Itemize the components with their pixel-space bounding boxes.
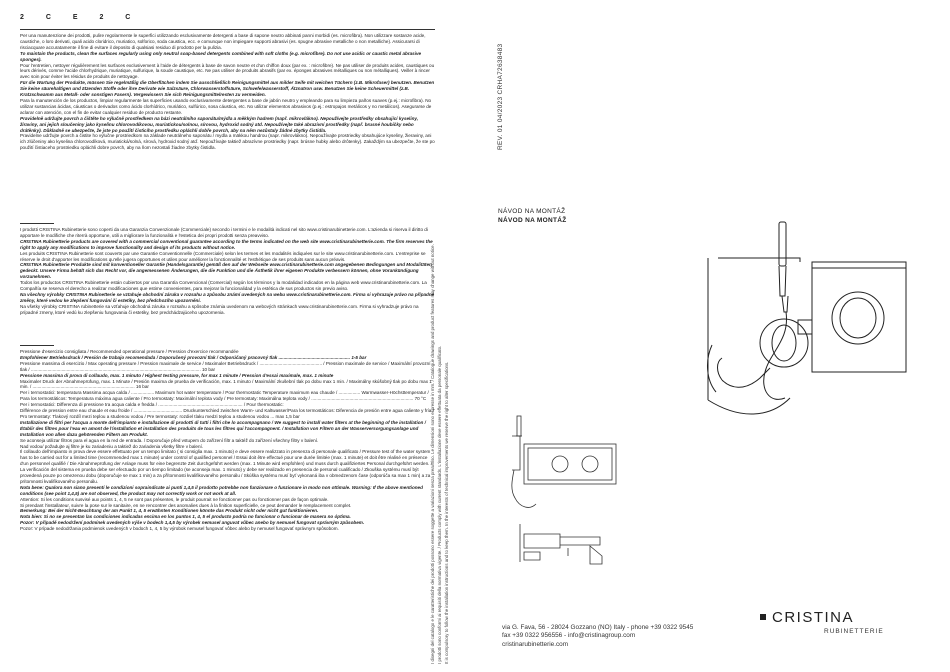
tech-line: Bemerkung: Bei der Nicht-Beachtung der am Punkt 1, 4, 5 erwähnten Konditionen könnte das Produkt nicht oder nicht gut funktionieren. — [20, 508, 319, 514]
vertical-line: It is compulsory to follow the installation instructions and to keep them. In the interests of technical improvements we reserve the right to alter specifications. — [444, 361, 449, 664]
tech-line: Nota bene: Qualora non siano presenti le condizioni sopraindicate ai punti 1,4,5 il prodotto potrebbe non funzionare o funzionare in modo non ottimale. Warning: If the above mentioned conditions (see point 1,4,5) are not observed, the product may not correctly work or not work at all. — [20, 484, 423, 496]
technical-section — [20, 349, 435, 532]
section-divider — [20, 223, 54, 224]
section-divider — [20, 345, 54, 346]
address-line-2: fax +39 0322 956556 - info@cristinagroup.com — [502, 632, 636, 640]
maintenance-es: Para la manutención de los productos, limpiar regularmente las superficies usando exclusivamente detergentes a base de jabón neutro y empleando para su limpieza paños suaves (p.ej.: microfibra). No utilizar sustancias ácidas, cáusticas o derivados como ácido clorhídrico, muriático, sulfúrico, sosa cáustica, etc. No utilizar elementos abrasivos (p.ej.: estropajos metálicos y no metálicos). Asegurarse de aclarar con atención, con el fin de evitar cualquier residuo de producto restante. — [20, 97, 432, 115]
warranty-section — [20, 227, 435, 316]
maintenance-it: Per una manutenzione dei prodotti, pulire regolarmente le superfici utilizzando esclusivamente detergenti a base di sapone neutro abbinati panni morbidi (es. microfibra). Non utilizzare sostanze acide, caustiche, o loro derivati, quali acido cloridrico, muriatico, solforico, soda caustica, ecc. e comunque non impiegare supporti abrasivi (es. spugne abrasive metalliche o non metalliche). Assicurarsi di risciacquare accuratamente il fine di evitare il deposito di qualsiasi residuo di prodotto per la pulizia. — [20, 33, 426, 50]
tech-line: Per i termostatici: temperatura Massima acqua calda / .................. Maximum hot water temperature / Pour thermostatic Temperature maximum eau chaude / ................. Warmwasser-Höchsttemperatur / Para los termostáticos: Temperatura máxima agua caliente / Pro termostaty: Maximální teplota vody / Pre termostaty: Maximálna teplota vody / ................................................................................ 70 °C — [20, 390, 429, 402]
logo-subtitle: RUBINETTERIE — [824, 628, 884, 635]
warranty-sk: Na všetky výrobky CRISTINA rubinetterie sa vzťahuje obchodná záruka v rozsahu a spôsobe známia uvedenom na webových stránkach www.cristinarubinetterie.com. Firma si vyhradzuje právo na prípadné zmeny, ktoré vedú ku zlepšeniu fungovania či estetiky, bez predchádzajúceho upozornenia. — [20, 303, 419, 315]
address-line-3: cristinarubinetterie.com — [502, 640, 569, 648]
warranty-es: Todos los productos CRISTINA Rubinetterie están cubiertos por una Garantía Convencional (Comercial) según los términos y la modalidad indicados en la página web www.cristinarubinetterie.com. La Compañía se reserva el derecho a realizar modificaciones que estime convenientes, para mejorar la funcionalidad y la estética de sus productos sin previo aviso. — [20, 280, 427, 292]
title-line-2: NÁVOD NA MONTÁŽ — [498, 217, 567, 224]
warranty-cz: Na všechny výrobky CRISTINA Rubinetterie se vztahuje obchodní záruka v rozsahu a způsobu známí uvedených na webu www.cristinarubinetterie.com. Firma si vyhrazuje právo na případné změny, které vedou ke zlepšení fungování či estetiky, bez předchozího upozornění. — [20, 291, 435, 303]
revision-code: REV. 01 04/2023 CRHA72638483 — [497, 43, 504, 150]
tech-line: Nota bien: Si no se presentan las condiciones indicadas encima en los puntos 1, 4, 5 el producto podría no funcionar o funcionar de manera no óptima. — [20, 514, 351, 520]
tech-line: Attention: Si les conditions susvisé aux points 1, 4, 5 ne sont pas présentes, le produit pourrait ne fonctionner pas ou fonctionner pas de façon optimale. — [20, 496, 329, 502]
maintenance-sk: Pravidelne udržujte povrch a čistite ho výlučne prostriedkom na základe neutrálneho saponátu / mydla a mäkkou handrou (napr. mikrovlákno). Nepoužívajte prostriedky obsahujúce kyseliny, žieraviny, ani ich zlúčeniny ako kyselina chlorovodíková, muriatická/solná, sírová, hydroxid sodný atď. Nepoužívajte taktiež abrazívne prostriedky (napr. brúsne hubky alebo drôtenky). Zakaždým sa ubezpečte, že ste po použití čistiaceho prostriedku opláchli dobre povrch, aby na ňom nezostali žiadne zbytky čistidla. — [20, 133, 435, 151]
tech-line: Per i termostatici: Differenza di pressione tra acqua calda e fredda / .................................................................. / Pour thermostatic: — [20, 402, 284, 408]
header-rule — [20, 29, 435, 30]
doc-header — [20, 14, 435, 30]
warranty-fr: Les produits CRISTINA Rubinetterie sont couverts par une Garantie Conventionnelle (Commerciale) selon les termes et les modalités indiquées sur le site www.cristinarubinetterie.com. L'entreprise se réserve le droit d'apporter les modifications qu'elle jugera opportunes et utiles pour améliorer la fonctionnalité et l'esthétique de ses produits sans aucun préavis. — [20, 250, 426, 262]
tech-line: Pozor: V prípade nedodržania podmienok uvedených v bodoch 1, 4, 5 by výrobok nemusel fungovať vôbec alebo by nemusel fungovať správnym spôsobom. — [20, 526, 339, 532]
maintenance-de: Für die Wartung der Produkte, müssen Sie regelmäßig die Oberflächen indem Sie ausschließlich Reinigungsmittel aus milder Seife mit weichen Tüchern (z.B. Mikrofaser) benutzen. Benutzen Sie keine säurehaltigen und ätzenden Stoffe oder ihre Derivate wie Salzsäure, Chlorwasserstoffsäure, Schwefelwasserstoff, Ätznatron usw. Benutzen Sie keine Scheuermittel (z.B. Kratzschwamm aus Metall- oder sonstigen Fasern). Vergewissern Sie sich Reinigungsmittelresten zu vermeiden. — [20, 80, 435, 98]
tech-line: Nad vodou/ požadujte aj filtre je ku zariadeniu a taktiež do zariadenia všetky filtre v balení. — [20, 443, 204, 449]
warranty-de: CRISTINA Rubinetterie Produkte sind mit konventioneller Garantie (Handelsgarantie) gemäß den auf der Webseite www.cristinarubinetterie.com angegebenen Bedingungen und Modalitäten gedeckt. Unsere Firma behält sich das Recht vor, die angemessenen Änderungen, die die Funktion und die Ästhetik ihrer eigenen Produkte verbessern können, ohne Vorankündigung vorzunehmen. — [20, 262, 432, 280]
address-line-1: via G. Fava, 56 - 28024 Gozzano (NO) Italy - phone +39 0322 9545 — [502, 624, 694, 631]
tech-line: Pressione massima di prova di collaudo, max. 1 minuto / Highest testing pressure, for max 1 minute / Pression d'essai maximale, max. 1 minute — [20, 372, 334, 378]
header-title: 2 C E 2 C — [20, 14, 141, 21]
tech-line: Si prendant l'installateur, suivre la pose sur le sanitaire, en ne rencontrer des anomalies dues à la finition superficielle, ce peut demander le remplacement complet. — [20, 502, 352, 508]
vertical-line: I prodotti sono conformi ai requisiti della normativa vigente. / Products comply with current standards. L'installazione deve essere effettuata da personale qualificato. — [437, 345, 442, 664]
tech-line: Installazione di filtri per l'acqua a monte dell'impianto e installazione di prodotti di tutti i filtri che lo accompagnano / We suggest to install water filters at the beginning of the installation / Établir des filtres pour l'eau en amont de l'installation et installation des produits de tous les filtres qui l'accompagnent. / Installation von Filtern an der Wasserversorgungsanlage und Installation von allen dazu gehörenden Filtern am Produkt. — [20, 419, 426, 437]
tech-line: Différence de pression entre eau chaude et eau froide / ...................................... Druckunterschied zwischen Warm- und Kaltwasser/Para los termostáticos: Diferencia de presión entre agua caliente y fría / Pro termostaty: Tlakový rozdíl mezi teplou a studenou vodou / Pre termostaty: rozdiel tlaku medzi teplou a studenou vodou ... max 1,5 bar — [20, 408, 434, 419]
logo-name: CRISTINA — [772, 609, 855, 626]
warranty-en: CRISTINA Rubinetterie products are covered with a commercial conventional guarantee according to the terms indicated on the web site www.cristinarubinetterie.com. The firm reserves the right to apply any modifications to improve functionality and design of its products without notice. — [20, 238, 433, 250]
company-address — [502, 624, 693, 649]
tech-line: Maximaler Druck der Abnahmeprüfung, max. 1 Minute / Presión maxima de prueba de verificación, max. 1 minuto / Maximální zkušební tlak po dobu max 1 min. / Maximálny skúšobný tlak po dobu max 1 min. / ................................................................................ 16 bar — [20, 378, 432, 390]
tech-line: Se aconseja utilizar filtros para el agua en la red de entrada. / Doporučuje před vstupem do zařízení filtr a taktéž do zařízení všechny filtry v balení. — [20, 437, 319, 443]
maintenance-cz: Pravidelně udržujte povrch a čištěte ho výlučně prostředkem na bázi neutrálního saponátu/mýdla a měkkým hadrem (např. mikrovlákno). Nepoužívejte prostředky obsahující kyseliny, žíraviny, ani jejich sloučeniny jako kyselinu chlorovodíkovou, muriatickou/solnou, sírovou, hydroxid sodný atd. Nepoužívejte také abrazivní prostředky (např. brusné houbičky nebo drátěnky). Důkladně se ubezpečte, že jste po použití čisticího prostředku opláchli dobře povrch, aby na něm nezůstaly žádné zbytky čistidla. — [20, 115, 419, 133]
tech-line: Pozor: V případě nedodržení podmínek uvedených výše v bodech 1,4,5 by výrobek nemusel anguvat vůbec anebo by nemusel fungovat správným způsobem. — [20, 520, 365, 526]
maintenance-en: To maintain the products, clean the surfaces regularly using only neutral soap-based detergents combined with soft cloths (e.g. microfibre). Do not use acidic or caustic metal abrasive sponges). — [20, 50, 422, 62]
tech-line: Pressione d'esercizio consigliata / Recommended operational pressure / Pression d'exercice recommandée — [20, 349, 239, 354]
title-line-1: NÁVOD NA MONTÁŽ — [498, 208, 566, 215]
vertical-legal-text — [428, 14, 452, 664]
tech-line: Il collaudo dell'impianto in prova deve essere effettuato per un tempo limitato ( si consiglia max. 1 minuto) e deve essere realizzato in presenza di personale qualificato / Pressure test of the water system has to be carried out for a limited time (recommended max 1 minute) under control of qualified personnel / Essai doit être effectué pour une durée limitée (max. 1 minute) et doit être réalisé en présence d'un personnel qualifié / Die Abnahmeprüfung der Anlage muss für eine begrenzte Zeit durchgeführt werden (max. 1 Minute wird empfohlen) und muss durch qualifiziertes Personal durchgeführt werden. / La verificación del sistema en prueba debe ser efectuado por un tiempo limitado (se aconseja max. 1 minuto) y debe ser realizado en presencia de personal cualificado / Zkouška systému musí být provedená pouze po omezenou dobu (doporučuje se max 1 min) a za přítomnosti kvalifikovaného personálu / Skúška systému musí byť vykonaná iba v obmedzenom čase (odporúča sa max 1 min) a za prítomnosti kvalifikovaného personálu. — [20, 449, 432, 484]
maintenance-section — [20, 33, 435, 151]
tech-line: Pressione massima di esercizio / Max operating pressure / Pression maximale de service / Maximaler Betriebsdruck / ................................................. / Pression maximale de service / Maximální provozní tlak / ..................................................................................................................................... 10 bar — [20, 360, 431, 372]
vertical-line: I disegni del catalogo e le caratteristiche dei prodotti possono essere soggette a variazioni senza preavviso. Le dimensioni sono espresse in mm. / Catalogue drawings and product features may change without notice. — [430, 244, 435, 664]
tech-line: Empfohlener Betriebsdruck / Presión de trabajo recomendada / Doporučený provozní tlak / Odporúčaný pracovný tlak ........................................................ 1-5 bar — [20, 354, 367, 360]
maintenance-fr: Pour l'entretien, nettoyer régulièrement les surfaces exclusivement à l'aide de détergents à base de savon neutre et d'un chiffon doux (par ex. : microfibre). Ne pas utiliser de produits acides, caustiques ou leurs dérivés, comme l'acide chlorhydrique, muriatique, sulfurique, la soude caustique, etc. Ne pas utiliser de produits abrasifs (par ex. éponges abrasives métalliques ou non métalliques). Veiller à rincer avec soin pour éviter les résidus de produits de nettoyage. — [20, 62, 435, 80]
warranty-it: I prodotti CRISTINA Rubinetterie sono coperti da una Garanzia Convenzionale (Commerciale) secondo i termini e le modalità indicati nel sito www.cristinarubinetterie.com. L'azienda si riserva il diritto di apportare le modifiche che riterrà opportune, utili a migliorare la funzionalità e l'estetica dei propri prodotti senza preavviso. — [20, 227, 428, 238]
logo-square-icon — [760, 614, 766, 620]
